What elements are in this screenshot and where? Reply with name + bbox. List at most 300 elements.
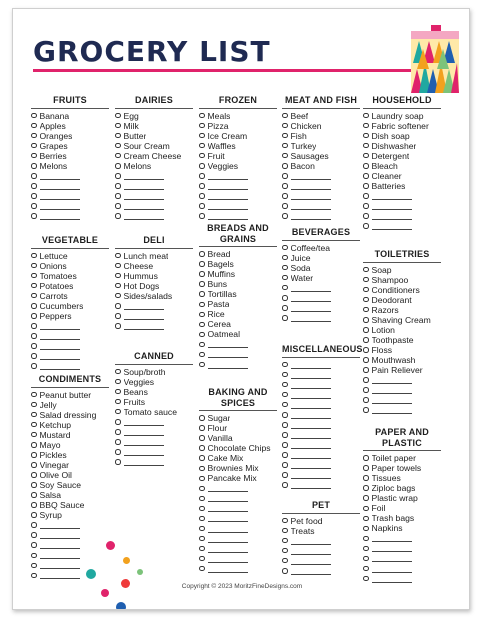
write-in-line[interactable] <box>291 172 331 180</box>
checkbox-circle-icon[interactable] <box>199 271 205 277</box>
section-title: VEGETABLE <box>31 235 109 249</box>
write-in-line[interactable] <box>291 381 331 389</box>
checkbox-circle-icon[interactable] <box>282 245 288 251</box>
checkbox-circle-icon[interactable] <box>199 163 205 169</box>
checkbox-circle-icon[interactable] <box>363 495 369 501</box>
checkbox-circle-icon[interactable] <box>363 153 369 159</box>
checkbox-circle-icon[interactable] <box>363 133 369 139</box>
write-in-line[interactable] <box>124 458 164 466</box>
write-in-line[interactable] <box>40 362 80 370</box>
checkbox-circle-icon[interactable] <box>199 153 205 159</box>
write-in-line[interactable] <box>372 554 412 562</box>
write-in-line[interactable] <box>291 212 331 220</box>
write-in-line[interactable] <box>372 192 412 200</box>
checkbox-circle-icon[interactable] <box>282 472 288 478</box>
checkbox-circle-icon[interactable] <box>31 462 37 468</box>
write-in-line[interactable] <box>291 192 331 200</box>
checkbox-circle-icon[interactable] <box>31 402 37 408</box>
checkbox-circle-icon[interactable] <box>115 253 121 259</box>
list-item <box>115 407 193 417</box>
checkbox-circle-icon[interactable] <box>282 295 288 301</box>
write-in-line[interactable] <box>40 172 80 180</box>
checkbox-circle-icon[interactable] <box>199 133 205 139</box>
checkbox-circle-icon[interactable] <box>31 213 37 219</box>
checkbox-circle-icon[interactable] <box>282 193 288 199</box>
write-in-line[interactable] <box>40 182 80 190</box>
checkbox-circle-icon[interactable] <box>363 123 369 129</box>
checkbox-circle-icon[interactable] <box>31 283 37 289</box>
write-in-line[interactable] <box>208 350 248 358</box>
checkbox-circle-icon[interactable] <box>199 425 205 431</box>
write-in-line[interactable] <box>208 504 248 512</box>
checkbox-circle-icon[interactable] <box>282 265 288 271</box>
checkbox-circle-icon[interactable] <box>115 163 121 169</box>
checkbox-circle-icon[interactable] <box>199 496 205 502</box>
checkbox-circle-icon[interactable] <box>363 475 369 481</box>
checkbox-circle-icon[interactable] <box>115 459 121 465</box>
checkbox-circle-icon[interactable] <box>282 538 288 544</box>
checkbox-circle-icon[interactable] <box>31 253 37 259</box>
write-in-line[interactable] <box>372 544 412 552</box>
checkbox-circle-icon[interactable] <box>115 369 121 375</box>
write-in-line[interactable] <box>40 342 80 350</box>
write-in-line[interactable] <box>372 212 412 220</box>
checkbox-circle-icon[interactable] <box>31 522 37 528</box>
write-in-line[interactable] <box>291 361 331 369</box>
checkbox-circle-icon[interactable] <box>363 203 369 209</box>
checkbox-circle-icon[interactable] <box>31 573 37 579</box>
write-in-line[interactable] <box>372 575 412 583</box>
checkbox-circle-icon[interactable] <box>363 163 369 169</box>
checkbox-circle-icon[interactable] <box>363 297 369 303</box>
checkbox-circle-icon[interactable] <box>115 313 121 319</box>
list-item <box>363 513 441 523</box>
checkbox-circle-icon[interactable] <box>363 173 369 179</box>
checkbox-circle-icon[interactable] <box>31 542 37 548</box>
checkbox-circle-icon[interactable] <box>282 462 288 468</box>
checkbox-circle-icon[interactable] <box>31 123 37 129</box>
write-in-line[interactable] <box>291 567 331 575</box>
write-in-line[interactable] <box>291 547 331 555</box>
checkbox-circle-icon[interactable] <box>282 452 288 458</box>
write-in-line[interactable] <box>208 340 248 348</box>
list-item <box>199 259 277 269</box>
checkbox-circle-icon[interactable] <box>31 113 37 119</box>
checkbox-circle-icon[interactable] <box>282 113 288 119</box>
confetti-dot <box>86 569 96 579</box>
blank-list-item <box>282 283 360 293</box>
write-in-line[interactable] <box>291 461 331 469</box>
write-in-line[interactable] <box>40 322 80 330</box>
checkbox-circle-icon[interactable] <box>363 317 369 323</box>
checkbox-circle-icon[interactable] <box>199 486 205 492</box>
list-item <box>363 141 441 151</box>
checkbox-circle-icon[interactable] <box>115 133 121 139</box>
checkbox-circle-icon[interactable] <box>199 455 205 461</box>
checkbox-circle-icon[interactable] <box>282 305 288 311</box>
checkbox-circle-icon[interactable] <box>363 143 369 149</box>
list-item <box>199 299 277 309</box>
write-in-line[interactable] <box>208 182 248 190</box>
checkbox-circle-icon[interactable] <box>199 143 205 149</box>
checkbox-circle-icon[interactable] <box>282 482 288 488</box>
checkbox-circle-icon[interactable] <box>199 516 205 522</box>
checkbox-circle-icon[interactable] <box>31 163 37 169</box>
write-in-line[interactable] <box>40 521 80 529</box>
checkbox-circle-icon[interactable] <box>115 153 121 159</box>
checkbox-circle-icon[interactable] <box>199 332 205 338</box>
checkbox-circle-icon[interactable] <box>115 263 121 269</box>
checkbox-circle-icon[interactable] <box>199 193 205 199</box>
checkbox-circle-icon[interactable] <box>199 312 205 318</box>
write-in-line[interactable] <box>291 471 331 479</box>
checkbox-circle-icon[interactable] <box>282 558 288 564</box>
checkbox-circle-icon[interactable] <box>115 183 121 189</box>
item-label: Veggies <box>123 376 155 387</box>
checkbox-circle-icon[interactable] <box>282 568 288 574</box>
write-in-line[interactable] <box>40 531 80 539</box>
write-in-line[interactable] <box>291 284 331 292</box>
checkbox-circle-icon[interactable] <box>31 193 37 199</box>
checkbox-circle-icon[interactable] <box>31 133 37 139</box>
checkbox-circle-icon[interactable] <box>282 203 288 209</box>
checkbox-circle-icon[interactable] <box>363 183 369 189</box>
checkbox-circle-icon[interactable] <box>282 255 288 261</box>
checkbox-circle-icon[interactable] <box>282 422 288 428</box>
checkbox-circle-icon[interactable] <box>31 532 37 538</box>
write-in-line[interactable] <box>208 192 248 200</box>
checkbox-circle-icon[interactable] <box>31 303 37 309</box>
checkbox-circle-icon[interactable] <box>282 518 288 524</box>
checkbox-circle-icon[interactable] <box>115 389 121 395</box>
checkbox-circle-icon[interactable] <box>363 397 369 403</box>
item-label: Ziploc bags <box>371 483 416 494</box>
checkbox-circle-icon[interactable] <box>115 409 121 415</box>
checkbox-circle-icon[interactable] <box>282 372 288 378</box>
write-in-line[interactable] <box>208 212 248 220</box>
checkbox-circle-icon[interactable] <box>363 223 369 229</box>
checkbox-circle-icon[interactable] <box>31 502 37 508</box>
write-in-line[interactable] <box>372 565 412 573</box>
checkbox-circle-icon[interactable] <box>115 379 121 385</box>
checkbox-circle-icon[interactable] <box>199 173 205 179</box>
checkbox-circle-icon[interactable] <box>115 193 121 199</box>
write-in-line[interactable] <box>40 332 80 340</box>
checkbox-circle-icon[interactable] <box>199 546 205 552</box>
write-in-line[interactable] <box>124 182 164 190</box>
write-in-line[interactable] <box>208 202 248 210</box>
checkbox-circle-icon[interactable] <box>31 143 37 149</box>
checkbox-circle-icon[interactable] <box>115 213 121 219</box>
checkbox-circle-icon[interactable] <box>363 407 369 413</box>
section-title: HOUSEHOLD <box>363 95 441 109</box>
checkbox-circle-icon[interactable] <box>363 455 369 461</box>
checkbox-circle-icon[interactable] <box>199 445 205 451</box>
checkbox-circle-icon[interactable] <box>363 277 369 283</box>
checkbox-circle-icon[interactable] <box>199 435 205 441</box>
item-label: Flour <box>207 423 228 434</box>
checkbox-circle-icon[interactable] <box>282 213 288 219</box>
write-in-line[interactable] <box>372 386 412 394</box>
item-label: Butter <box>123 130 147 141</box>
checkbox-circle-icon[interactable] <box>363 546 369 552</box>
write-in-line[interactable] <box>291 391 331 399</box>
checkbox-circle-icon[interactable] <box>115 203 121 209</box>
write-in-line[interactable] <box>124 312 164 320</box>
item-label: Cheese <box>123 260 154 271</box>
write-in-line[interactable] <box>291 294 331 302</box>
checkbox-circle-icon[interactable] <box>199 476 205 482</box>
checkbox-circle-icon[interactable] <box>363 287 369 293</box>
checkbox-circle-icon[interactable] <box>282 133 288 139</box>
write-in-line[interactable] <box>291 411 331 419</box>
section-toiletries <box>363 249 441 415</box>
checkbox-circle-icon[interactable] <box>115 123 121 129</box>
checkbox-circle-icon[interactable] <box>199 526 205 532</box>
checkbox-circle-icon[interactable] <box>31 333 37 339</box>
write-in-line[interactable] <box>208 525 248 533</box>
write-in-line[interactable] <box>124 418 164 426</box>
write-in-line[interactable] <box>40 352 80 360</box>
checkbox-circle-icon[interactable] <box>363 506 369 512</box>
write-in-line[interactable] <box>291 421 331 429</box>
write-in-line[interactable] <box>124 202 164 210</box>
checkbox-circle-icon[interactable] <box>31 512 37 518</box>
checkbox-circle-icon[interactable] <box>199 362 205 368</box>
checkbox-circle-icon[interactable] <box>31 203 37 209</box>
checkbox-circle-icon[interactable] <box>115 303 121 309</box>
checkbox-circle-icon[interactable] <box>199 536 205 542</box>
checkbox-circle-icon[interactable] <box>282 412 288 418</box>
write-in-line[interactable] <box>208 172 248 180</box>
checkbox-circle-icon[interactable] <box>115 429 121 435</box>
checkbox-circle-icon[interactable] <box>31 422 37 428</box>
checkbox-circle-icon[interactable] <box>31 263 37 269</box>
checkbox-circle-icon[interactable] <box>363 357 369 363</box>
checkbox-circle-icon[interactable] <box>115 283 121 289</box>
checkbox-circle-icon[interactable] <box>31 412 37 418</box>
checkbox-circle-icon[interactable] <box>115 439 121 445</box>
checkbox-circle-icon[interactable] <box>31 363 37 369</box>
list-item <box>199 111 277 121</box>
checkbox-circle-icon[interactable] <box>199 466 205 472</box>
checkbox-circle-icon[interactable] <box>199 183 205 189</box>
checkbox-circle-icon[interactable] <box>199 506 205 512</box>
write-in-line[interactable] <box>124 212 164 220</box>
checkbox-circle-icon[interactable] <box>282 362 288 368</box>
write-in-line[interactable] <box>208 514 248 522</box>
checkbox-circle-icon[interactable] <box>199 123 205 129</box>
write-in-line[interactable] <box>40 541 80 549</box>
checkbox-circle-icon[interactable] <box>115 273 121 279</box>
checkbox-circle-icon[interactable] <box>199 281 205 287</box>
checkbox-circle-icon[interactable] <box>282 442 288 448</box>
checkbox-circle-icon[interactable] <box>282 143 288 149</box>
checkbox-circle-icon[interactable] <box>31 442 37 448</box>
checkbox-circle-icon[interactable] <box>31 432 37 438</box>
checkbox-circle-icon[interactable] <box>363 516 369 522</box>
write-in-line[interactable] <box>291 431 331 439</box>
checkbox-circle-icon[interactable] <box>282 275 288 281</box>
write-in-line[interactable] <box>291 481 331 489</box>
checkbox-circle-icon[interactable] <box>115 143 121 149</box>
blank-list-item <box>31 211 109 221</box>
write-in-line[interactable] <box>208 535 248 543</box>
write-in-line[interactable] <box>372 534 412 542</box>
write-in-line[interactable] <box>291 537 331 545</box>
checkbox-circle-icon[interactable] <box>363 213 369 219</box>
write-in-line[interactable] <box>372 406 412 414</box>
checkbox-circle-icon[interactable] <box>199 203 205 209</box>
blank-list-item <box>282 470 360 480</box>
write-in-line[interactable] <box>40 192 80 200</box>
write-in-line[interactable] <box>291 451 331 459</box>
write-in-line[interactable] <box>291 401 331 409</box>
list-item <box>363 365 441 375</box>
write-in-line[interactable] <box>124 172 164 180</box>
write-in-line[interactable] <box>208 555 248 563</box>
checkbox-circle-icon[interactable] <box>31 392 37 398</box>
write-in-line[interactable] <box>124 322 164 330</box>
checkbox-circle-icon[interactable] <box>199 213 205 219</box>
checkbox-circle-icon[interactable] <box>115 449 121 455</box>
write-in-line[interactable] <box>372 376 412 384</box>
write-in-line[interactable] <box>291 371 331 379</box>
checkbox-circle-icon[interactable] <box>363 367 369 373</box>
checkbox-circle-icon[interactable] <box>31 472 37 478</box>
blank-list-item <box>282 450 360 460</box>
write-in-line[interactable] <box>40 571 80 579</box>
checkbox-circle-icon[interactable] <box>115 399 121 405</box>
blank-list-item <box>282 211 360 221</box>
checkbox-circle-icon[interactable] <box>282 528 288 534</box>
blank-list-item <box>199 544 277 554</box>
write-in-line[interactable] <box>291 182 331 190</box>
checkbox-circle-icon[interactable] <box>31 482 37 488</box>
checkbox-circle-icon[interactable] <box>31 353 37 359</box>
checkbox-circle-icon[interactable] <box>199 261 205 267</box>
write-in-line[interactable] <box>291 202 331 210</box>
checkbox-circle-icon[interactable] <box>31 313 37 319</box>
write-in-line[interactable] <box>291 314 331 322</box>
checkbox-circle-icon[interactable] <box>363 526 369 532</box>
checkbox-circle-icon[interactable] <box>282 285 288 291</box>
checkbox-circle-icon[interactable] <box>31 293 37 299</box>
checkbox-circle-icon[interactable] <box>115 323 121 329</box>
checkbox-circle-icon[interactable] <box>363 307 369 313</box>
checkbox-circle-icon[interactable] <box>282 173 288 179</box>
checkbox-circle-icon[interactable] <box>282 123 288 129</box>
checkbox-circle-icon[interactable] <box>199 302 205 308</box>
checkbox-circle-icon[interactable] <box>199 352 205 358</box>
write-in-line[interactable] <box>208 361 248 369</box>
checkbox-circle-icon[interactable] <box>31 343 37 349</box>
write-in-line[interactable] <box>40 212 80 220</box>
write-in-line[interactable] <box>208 494 248 502</box>
checkbox-circle-icon[interactable] <box>31 323 37 329</box>
checkbox-circle-icon[interactable] <box>282 183 288 189</box>
checkbox-circle-icon[interactable] <box>363 556 369 562</box>
checkbox-circle-icon[interactable] <box>363 576 369 582</box>
checkbox-circle-icon[interactable] <box>115 293 121 299</box>
checkbox-circle-icon[interactable] <box>363 536 369 542</box>
write-in-line[interactable] <box>40 561 80 569</box>
checkbox-circle-icon[interactable] <box>115 419 121 425</box>
checkbox-circle-icon[interactable] <box>363 347 369 353</box>
checkbox-circle-icon[interactable] <box>199 322 205 328</box>
write-in-line[interactable] <box>372 396 412 404</box>
write-in-line[interactable] <box>208 484 248 492</box>
checkbox-circle-icon[interactable] <box>199 113 205 119</box>
write-in-line[interactable] <box>40 202 80 210</box>
checkbox-circle-icon[interactable] <box>282 548 288 554</box>
checkbox-circle-icon[interactable] <box>282 153 288 159</box>
checkbox-circle-icon[interactable] <box>31 183 37 189</box>
list-item <box>282 253 360 263</box>
checkbox-circle-icon[interactable] <box>115 173 121 179</box>
write-in-line[interactable] <box>291 304 331 312</box>
checkbox-circle-icon[interactable] <box>199 566 205 572</box>
write-in-line[interactable] <box>372 222 412 230</box>
checkbox-circle-icon[interactable] <box>282 432 288 438</box>
checkbox-circle-icon[interactable] <box>282 402 288 408</box>
checkbox-circle-icon[interactable] <box>282 382 288 388</box>
checkbox-circle-icon[interactable] <box>199 251 205 257</box>
checkbox-circle-icon[interactable] <box>31 563 37 569</box>
write-in-line[interactable] <box>208 545 248 553</box>
checkbox-circle-icon[interactable] <box>31 153 37 159</box>
item-label: Dish soap <box>371 130 410 141</box>
write-in-line[interactable] <box>124 438 164 446</box>
checkbox-circle-icon[interactable] <box>115 113 121 119</box>
checkbox-circle-icon[interactable] <box>282 163 288 169</box>
checkbox-circle-icon[interactable] <box>363 465 369 471</box>
checkbox-circle-icon[interactable] <box>363 387 369 393</box>
checkbox-circle-icon[interactable] <box>31 452 37 458</box>
checkbox-circle-icon[interactable] <box>199 291 205 297</box>
checkbox-circle-icon[interactable] <box>363 267 369 273</box>
checkbox-circle-icon[interactable] <box>363 485 369 491</box>
checkbox-circle-icon[interactable] <box>363 566 369 572</box>
checkbox-circle-icon[interactable] <box>199 342 205 348</box>
list-item <box>199 141 277 151</box>
write-in-line[interactable] <box>40 551 80 559</box>
checkbox-circle-icon[interactable] <box>363 337 369 343</box>
blank-list-item <box>115 201 193 211</box>
write-in-line[interactable] <box>291 441 331 449</box>
checkbox-circle-icon[interactable] <box>31 273 37 279</box>
write-in-line[interactable] <box>124 448 164 456</box>
list-item <box>282 273 360 283</box>
write-in-line[interactable] <box>124 192 164 200</box>
checkbox-circle-icon[interactable] <box>282 315 288 321</box>
checkbox-circle-icon[interactable] <box>282 392 288 398</box>
checkbox-circle-icon[interactable] <box>199 415 205 421</box>
checkbox-circle-icon[interactable] <box>31 553 37 559</box>
write-in-line[interactable] <box>124 428 164 436</box>
write-in-line[interactable] <box>208 565 248 573</box>
checkbox-circle-icon[interactable] <box>363 193 369 199</box>
checkbox-circle-icon[interactable] <box>31 492 37 498</box>
checkbox-circle-icon[interactable] <box>199 556 205 562</box>
write-in-line[interactable] <box>291 557 331 565</box>
checkbox-circle-icon[interactable] <box>363 113 369 119</box>
write-in-line[interactable] <box>124 302 164 310</box>
checkbox-circle-icon[interactable] <box>363 377 369 383</box>
checkbox-circle-icon[interactable] <box>363 327 369 333</box>
write-in-line[interactable] <box>372 202 412 210</box>
checkbox-circle-icon[interactable] <box>31 173 37 179</box>
